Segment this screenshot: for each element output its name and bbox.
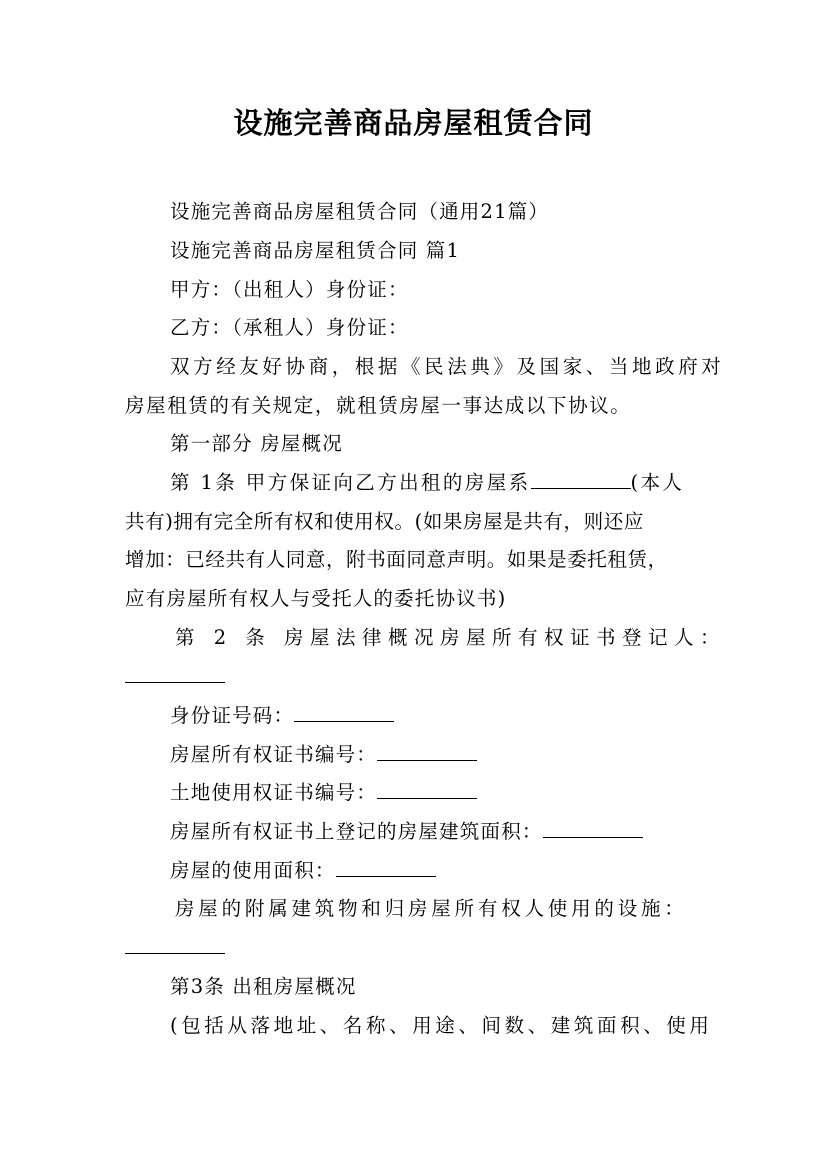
paragraph-line: (包括从落地址、名称、用途、间数、建筑面积、使用 xyxy=(170,1014,713,1037)
blank-line xyxy=(336,856,436,877)
article-3-heading: 第3条 出租房屋概况 xyxy=(170,975,357,998)
paragraph-line: 增加：已经共有人同意，附书面同意声明。如果是委托租赁， xyxy=(125,548,668,571)
land-cert-line xyxy=(170,778,477,808)
subtitle-line: 设施完善商品房屋租赁合同（通用21篇） xyxy=(170,200,550,223)
blank-line xyxy=(377,778,477,799)
usable-area-line xyxy=(170,856,436,886)
blank-line xyxy=(125,933,225,954)
id-number-label: 身份证号码： xyxy=(170,704,295,727)
paragraph-line: 共有)拥有完全所有权和使用权。(如果房屋是共有，则还应 xyxy=(125,510,644,533)
usable-area-label: 房屋的使用面积： xyxy=(170,859,336,882)
id-number-line xyxy=(170,701,394,731)
ownership-cert-line xyxy=(170,740,477,770)
section-heading: 设施完善商品房屋租赁合同 篇1 xyxy=(170,239,461,262)
document-title: 设施完善商品房屋租赁合同 xyxy=(233,106,594,140)
ownership-cert-label: 房屋所有权证书编号： xyxy=(170,743,378,766)
party-a-line: 甲方：（出租人）身份证： xyxy=(170,278,409,301)
party-b-line: 乙方：（承租人）身份证： xyxy=(170,316,409,339)
blank-line xyxy=(294,701,394,722)
blank-line xyxy=(125,662,225,683)
part-heading: 第一部分 房屋概况 xyxy=(170,432,343,455)
blank-line xyxy=(543,817,643,838)
paragraph-line: 房屋租赁的有关规定，就租赁房屋一事达成以下协议。 xyxy=(125,394,632,417)
article-1-tail: (本人 xyxy=(630,471,685,494)
article-1-line xyxy=(170,468,684,498)
blank-line xyxy=(531,468,631,489)
paragraph-line: 双方经友好协商，根据《民法典》及国家、当地政府对 xyxy=(170,355,725,378)
article-2-line: 第 2 条 房屋法律概况房屋所有权证书登记人： xyxy=(175,626,727,649)
building-area-label: 房屋所有权证书上登记的房屋建筑面积： xyxy=(170,820,543,843)
land-cert-label: 土地使用权证书编号： xyxy=(170,781,378,804)
blank-line xyxy=(377,740,477,761)
paragraph-line: 应有房屋所有权人与受托人的委托协议书) xyxy=(125,587,507,610)
article-1-text: 第 1条 甲方保证向乙方出租的房屋系 xyxy=(170,471,531,494)
building-area-line xyxy=(170,817,643,847)
facilities-line: 房屋的附属建筑物和归房屋所有权人使用的设施： xyxy=(175,897,688,920)
